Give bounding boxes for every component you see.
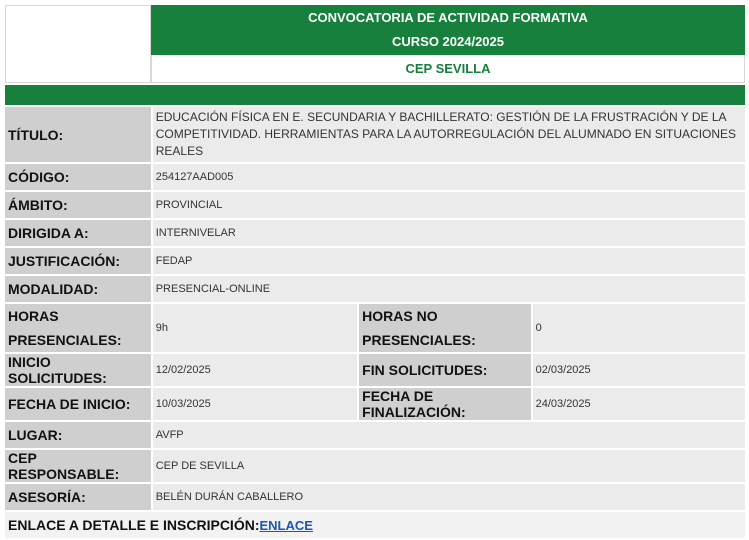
titulo-label: TÍTULO:	[5, 107, 151, 162]
row-dirigida	[5, 220, 745, 246]
inicio-solicitudes-value: 12/02/2025	[153, 354, 357, 386]
row-asesoria	[5, 484, 745, 510]
fecha-finalizacion-label: FECHA DE FINALIZACIÓN:	[359, 388, 530, 420]
row-cep-responsable	[5, 450, 745, 482]
enlace-link[interactable]: ENLACE	[259, 518, 313, 533]
header-course: CURSO 2024/2025	[391, 34, 504, 49]
row-codigo	[5, 164, 745, 190]
row-justificacion	[5, 248, 745, 274]
header	[5, 5, 745, 83]
inicio-solicitudes-label: INICIO SOLICITUDES:	[5, 354, 151, 386]
titulo-value: EDUCACIÓN FÍSICA EN E. SECUNDARIA Y BACHILLERATO: GESTIÓN DE LA FRUSTRACIÓN Y DE LA COMPETITIVIDAD. HERRAMIENTAS PARA LA AUTORREGULACIÓN DEL ALUMNADO EN SITUACIONES REALES	[153, 107, 745, 162]
logo-placeholder	[5, 5, 151, 83]
fin-solicitudes-label: FIN SOLICITUDES:	[359, 354, 530, 386]
row-modalidad	[5, 276, 745, 302]
header-cep: CEP SEVILLA	[151, 55, 745, 83]
horas-no-presenciales-label: HORAS NO PRESENCIALES:	[359, 304, 530, 352]
row-ambito	[5, 192, 745, 218]
horas-no-presenciales-value: 0	[533, 304, 745, 352]
dirigida-label: DIRIGIDA A:	[5, 220, 151, 246]
lugar-label: LUGAR:	[5, 422, 151, 448]
dirigida-value: INTERNIVELAR	[153, 220, 745, 246]
row-lugar	[5, 422, 745, 448]
divider-bar	[5, 85, 745, 105]
activity-details-table	[3, 105, 747, 540]
cep-responsable-value: CEP DE SEVILLA	[153, 450, 745, 482]
modalidad-value: PRESENCIAL-ONLINE	[153, 276, 745, 302]
row-horas	[5, 304, 745, 352]
lugar-value: AVFP	[153, 422, 745, 448]
modalidad-label: MODALIDAD:	[5, 276, 151, 302]
header-title: CONVOCATORIA DE ACTIVIDAD FORMATIVA	[308, 10, 588, 25]
horas-presenciales-value: 9h	[153, 304, 357, 352]
cep-responsable-label: CEP RESPONSABLE:	[5, 450, 151, 482]
header-titles	[151, 5, 745, 83]
enlace-cell	[5, 512, 745, 538]
asesoria-label: ASESORÍA:	[5, 484, 151, 510]
horas-presenciales-label: HORAS PRESENCIALES:	[5, 304, 151, 352]
ambito-label: ÁMBITO:	[5, 192, 151, 218]
row-solicitudes	[5, 354, 745, 386]
asesoria-value: BELÉN DURÁN CABALLERO	[153, 484, 745, 510]
fin-solicitudes-value: 02/03/2025	[533, 354, 745, 386]
enlace-label: ENLACE A DETALLE E INSCRIPCIÓN:	[8, 517, 260, 533]
header-banner	[151, 5, 745, 55]
fecha-inicio-label: FECHA DE INICIO:	[5, 388, 151, 420]
justificacion-label: JUSTIFICACIÓN:	[5, 248, 151, 274]
codigo-value: 254127AAD005	[153, 164, 745, 190]
activity-announcement	[5, 5, 745, 540]
row-enlace	[5, 512, 745, 538]
row-fechas	[5, 388, 745, 420]
row-titulo	[5, 107, 745, 162]
fecha-finalizacion-value: 24/03/2025	[533, 388, 745, 420]
codigo-label: CÓDIGO:	[5, 164, 151, 190]
fecha-inicio-value: 10/03/2025	[153, 388, 357, 420]
justificacion-value: FEDAP	[153, 248, 745, 274]
ambito-value: PROVINCIAL	[153, 192, 745, 218]
